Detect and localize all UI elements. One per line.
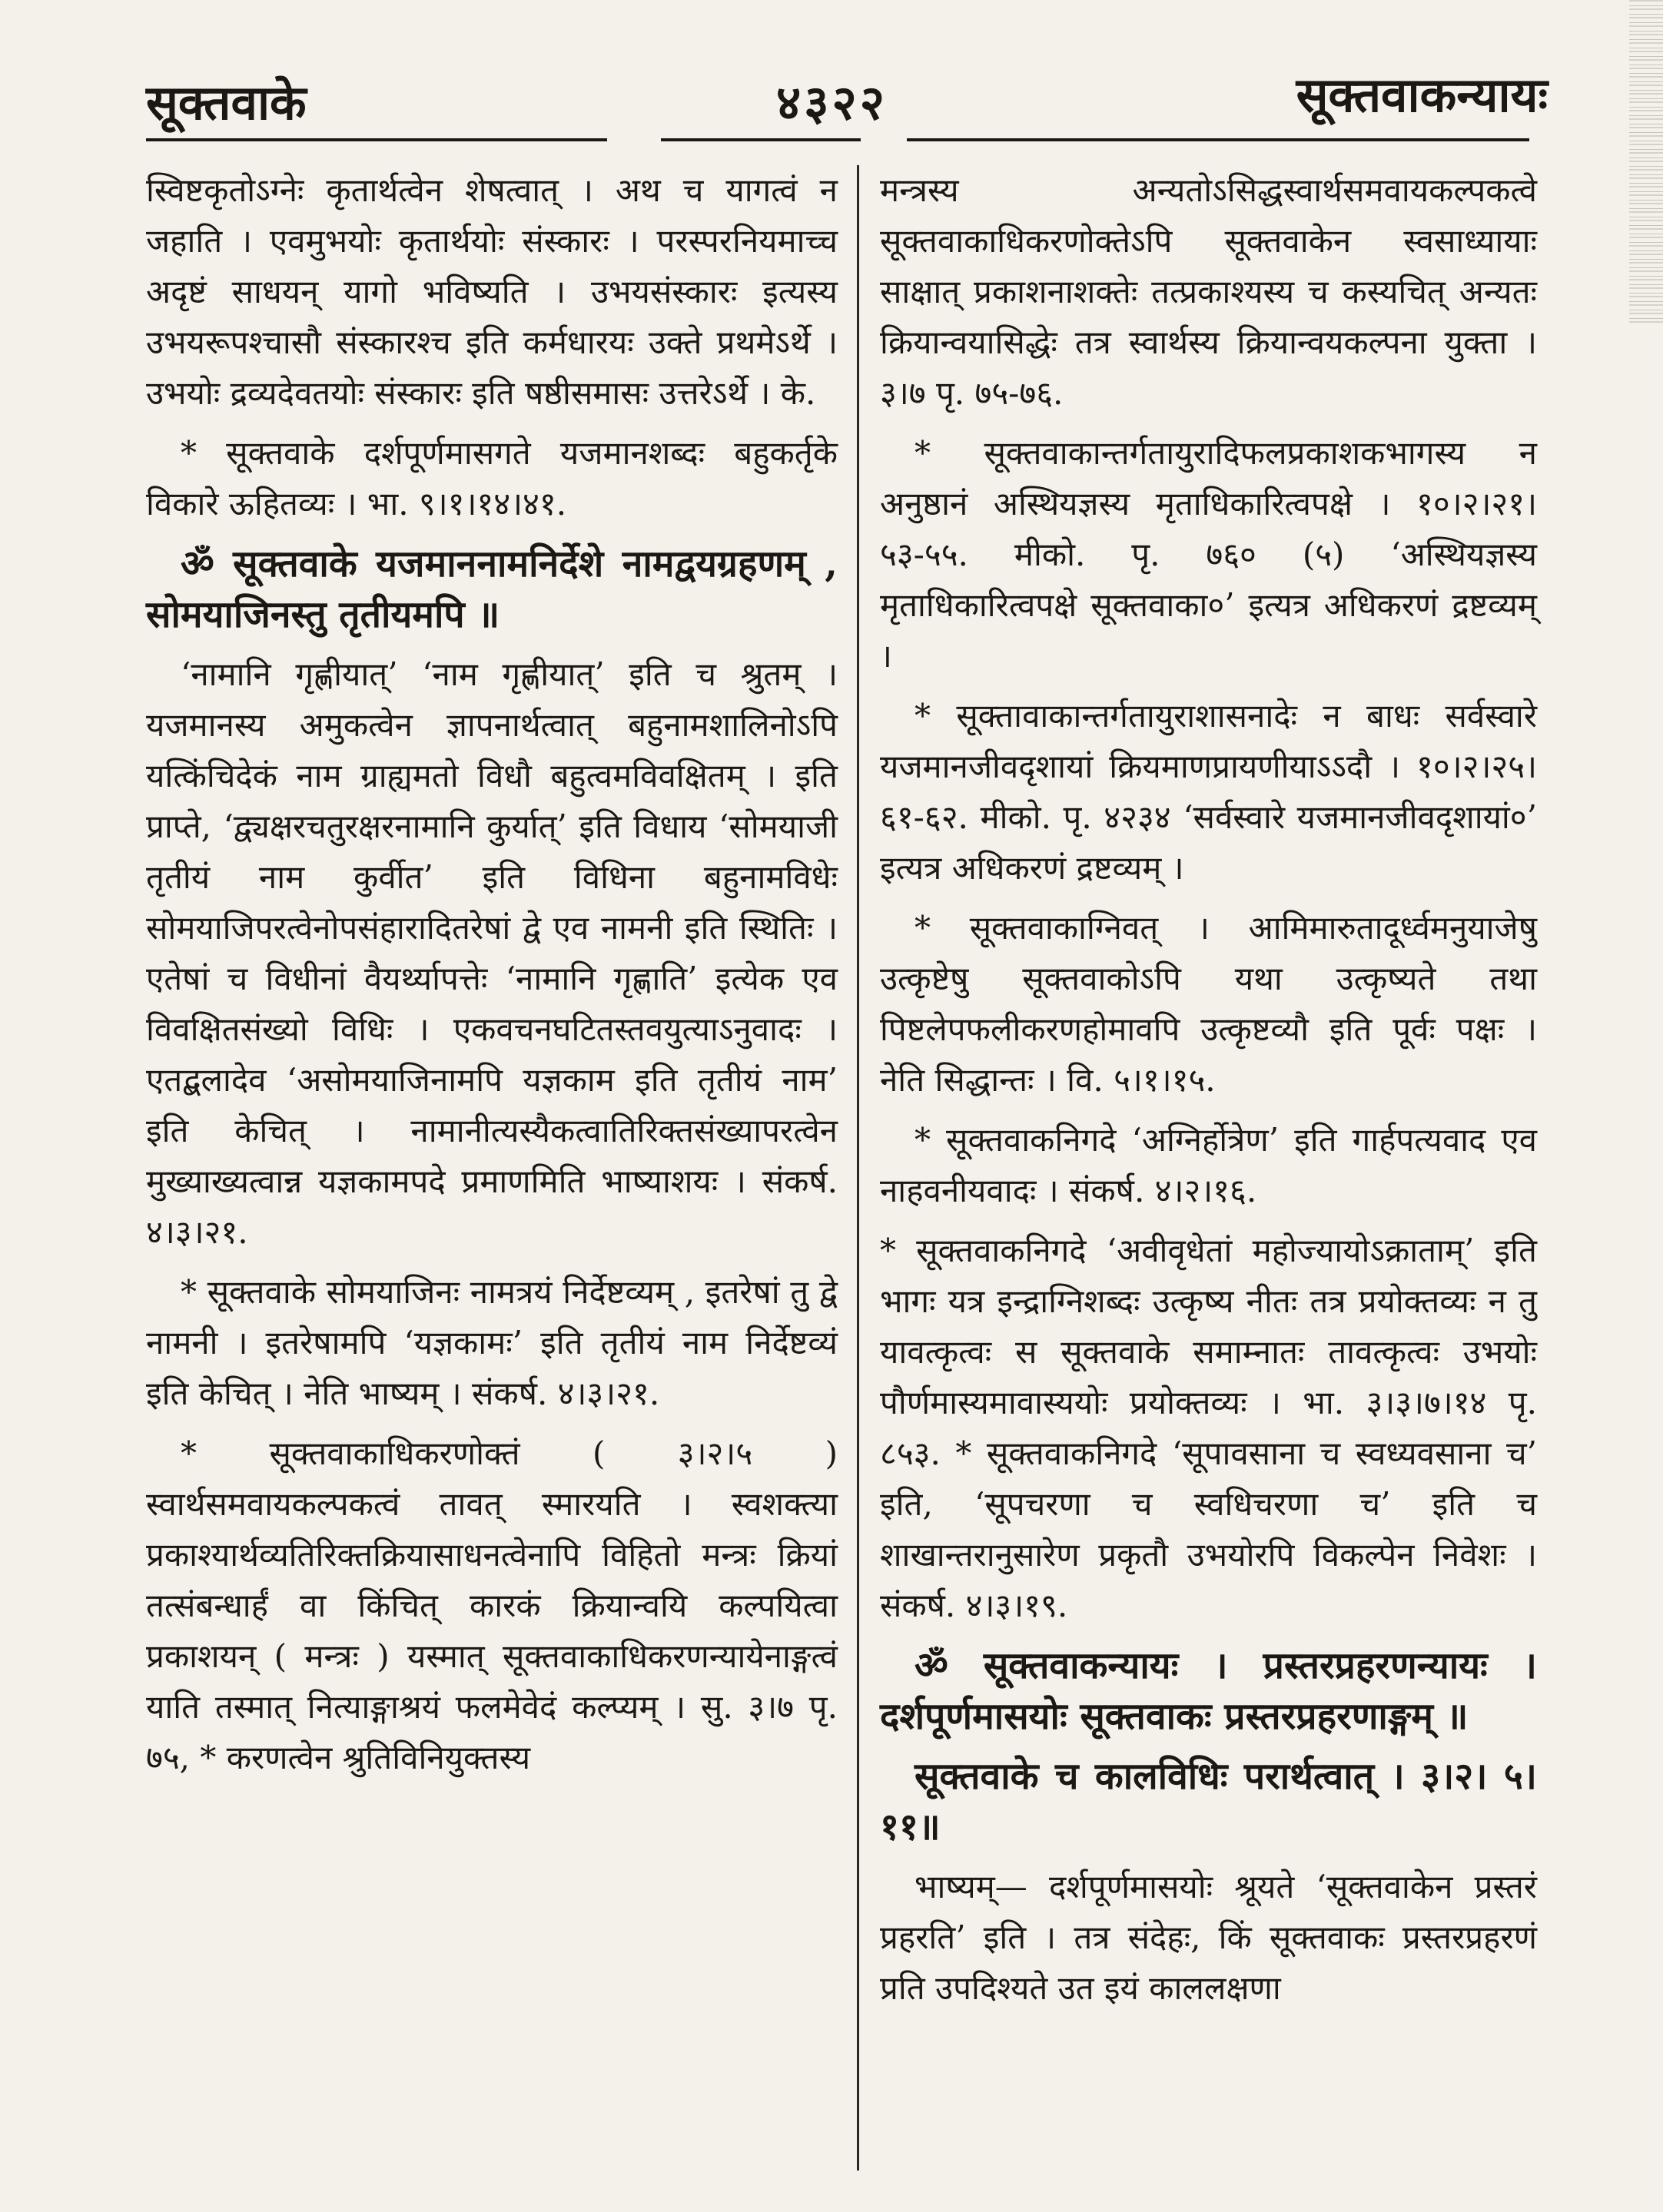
- page-number: ४३२२: [776, 75, 888, 131]
- header-rule-left: [146, 138, 607, 141]
- left-column: [146, 165, 838, 1792]
- left-paragraph: * सूक्तवाके दर्शपूर्णमासगते यजमानशब्दः बहुकर्तृके विकारे ऊहितव्यः । भा. ९।१।१४।४१.: [146, 434, 838, 522]
- right-paragraph: * सूक्तवाकनिगदे ‘अवीवृधेतां महोज्यायोऽक्राताम्’ इति भागः यत्र इन्द्राग्निशब्दः उत्कृष्य नीतः तत्र प्रयोक्तव्यः न तु यावत्कृत्वः स सूक्तवाके समाम्नातः तावत्कृत्वः उभयोः पौर्णमास्यमावास्ययोः प्रयोक्तव्यः । भा. ३।३।७।१४ पृ. ८५३. * सूक्तवाकनिगदे ‘सूपावसाना च स्वध्यवसाना च’ इति, ‘सूपचरणा च स्वधिचरणा च’ इति च शाखान्तरानुसारेण प्रकृतौ उभयोरपि विकल्पेन निवेशः । संकर्ष. ४।३।१९.: [880, 1232, 1537, 1624]
- running-head-left: सूक्तवाके: [146, 75, 307, 131]
- sutra-heading: सूक्तवाके च कालविधिः परार्थत्वात् । ३।२। ५।११॥: [880, 1755, 1537, 1849]
- right-paragraph: * सूक्तावाकान्तर्गतायुराशासनादेः न बाधः सर्वस्वारे यजमानजीवदृशायां क्रियमाणप्रायणीयाऽऽदौ । १०।२।२५।६१-६२. मीको. पृ. ४२३४ ‘सर्वस्वारे यजमानजीवदृशायां०’ इत्यत्र अधिकरणं द्रष्टव्यम् ।: [880, 697, 1537, 887]
- right-paragraph: मन्त्रस्य अन्यतोऽसिद्धस्वार्थसमवायकल्पकत्वे सूक्तवाकाधिकरणोक्तेऽपि सूक्तवाकेन स्वसाध्यायाः साक्षात् प्रकाशनाशक्तेः तत्प्रकाश्यस्य च कस्यचित् अन्यतः क्रियान्वयासिद्धेः तत्र स्वार्थस्य क्रियान्वयकल्पना युक्ता । ३।७ पृ. ७५-७६.: [880, 171, 1537, 412]
- right-column: [880, 165, 1537, 2023]
- column-divider: [857, 165, 859, 2171]
- left-paragraph: * सूक्तवाकाधिकरणोक्तं ( ३।२।५ ) स्वार्थसमवायकल्पकत्वं तावत् स्मारयति । स्वशक्त्या प्रकाश्यार्थव्यतिरिक्तक्रियासाधनत्वेनापि विहितो मन्त्रः क्रियां तत्संबन्धार्हं वा किंचित् कारकं क्रियान्वयि कल्पयित्वा प्रकाशयन् ( मन्त्रः ) यस्मात् सूक्तवाकाधिकरणन्यायेनाङ्गत्वं याति तस्मात् नित्याङ्गाश्रयं फलमेवेदं कल्प्यम् । सु. ३।७ पृ. ७५, * करणत्वेन श्रुतिविनियुक्तस्य: [146, 1434, 838, 1776]
- right-paragraph: * सूक्तवाकाग्निवत् । आमिमारुतादूर्ध्वमनुयाजेषु उत्कृष्टेषु सूक्तवाकोऽपि यथा उत्कृष्यते तथा पिष्टलेपफलीकरणहोमावपि उत्कृष्टव्यौ इति पूर्वः पक्षः । नेति सिद्धान्तः । वि. ५।१।१५.: [880, 909, 1537, 1099]
- left-paragraph: * सूक्तवाके सोमयाजिनः नामत्रयं निर्देष्टव्यम् , इतरेषां तु द्वे नामनी । इतरेषामपि ‘यज्ञकामः’ इति तृतीयं नाम निर्देष्टव्यं इति केचित् । नेति भाष्यम् । संकर्ष. ४।३।२१.: [146, 1273, 838, 1412]
- running-head-right: सूक्तवाकन्यायः: [1296, 67, 1548, 123]
- right-heading: ॐ सूक्तवाकन्यायः । प्रस्तरप्रहरणन्यायः । दर्शपूर्णमासयोः सूक्तवाकः प्रस्तरप्रहरणाङ्गम् ॥: [880, 1644, 1537, 1738]
- bhashya-paragraph: भाष्यम्— दर्शपूर्णमासयोः श्रूयते ‘सूक्तवाकेन प्रस्तरं प्रहरति’ इति । तत्र संदेहः, किं सूक्तवाकः प्रस्तरप्रहरणं प्रति उपदिश्यते उत इयं काललक्षणा: [880, 1868, 1537, 2007]
- right-paragraph: * सूक्तवाकान्तर्गतायुरादिफलप्रकाशकभागस्य न अनुष्ठानं अस्थियज्ञस्य मृताधिकारित्वपक्षे । १०।२।२१। ५३-५५. मीको. पृ. ७६० (५) ‘अस्थियज्ञस्य मृताधिकारित्वपक्षे सूक्तवाका०’ इत्यत्र अधिकरणं द्रष्टव्यम् ।: [880, 434, 1537, 675]
- header-rule-middle: [661, 138, 861, 141]
- right-paragraph: * सूक्तवाकनिगदे ‘अग्निर्होत्रेण’ इति गार्हपत्यवाद एव नाहवनीयवादः । संकर्ष. ४।२।१६.: [880, 1121, 1537, 1209]
- page-header: [146, 54, 1548, 146]
- scan-edge-noise: [1629, 0, 1663, 323]
- header-rule-right: [907, 138, 1529, 141]
- left-paragraph: ‘नामानि गृह्णीयात्’ ‘नाम गृह्णीयात्’ इति च श्रुतम् । यजमानस्य अमुकत्वेन ज्ञापनार्थत्वात् बहुनामशालिनोऽपि यत्किंचिदेकं नाम ग्राह्यमतो विधौ बहुत्वमविवक्षितम् । इति प्राप्ते, ‘द्व्यक्षरचतुरक्षरनामानि कुर्यात्’ इति विधाय ‘सोमयाजी तृतीयं नाम कुर्वीत’ इति विधिना बहुनामविधेः सोमयाजिपरत्वेनोपसंहारादितरेषां द्वे एव नामनी इति स्थितिः । एतेषां च विधीनां वैयर्थ्यापत्तेः ‘नामानि गृह्णाति’ इत्येक एव विवक्षितसंख्यो विधिः । एकवचनघटितस्तवयुत्याऽनुवादः । एतद्बलादेव ‘असोमयाजिनामपि यज्ञकाम इति तृतीयं नाम’ इति केचित् । नामानीत्यस्यैकत्वातिरिक्तसंख्यापरत्वेन मुख्याख्यत्वान्न यज्ञकामपदे प्रमाणमिति भाष्याशयः । संकर्ष. ४।३।२१.: [146, 655, 838, 1251]
- left-paragraph: स्विष्टकृतोऽग्नेः कृतार्थत्वेन शेषत्वात् । अथ च यागत्वं न जहाति । एवमुभयोः कृतार्थयोः संस्कारः । परस्परनियमाच्च अदृष्टं साधयन् यागो भविष्यति । उभयसंस्कारः इत्यस्य उभयरूपश्चासौ संस्कारश्च इति कर्मधारयः उक्ते प्रथमेऽर्थे । उभयोः द्रव्यदेवतयोः संस्कारः इति षष्ठीसमासः उत्तरेऽर्थे । के.: [146, 171, 838, 412]
- left-heading: ॐ सूक्तवाके यजमाननामनिर्देशे नामद्वयग्रहणम् , सोमयाजिनस्तु तृतीयमपि ॥: [146, 542, 838, 636]
